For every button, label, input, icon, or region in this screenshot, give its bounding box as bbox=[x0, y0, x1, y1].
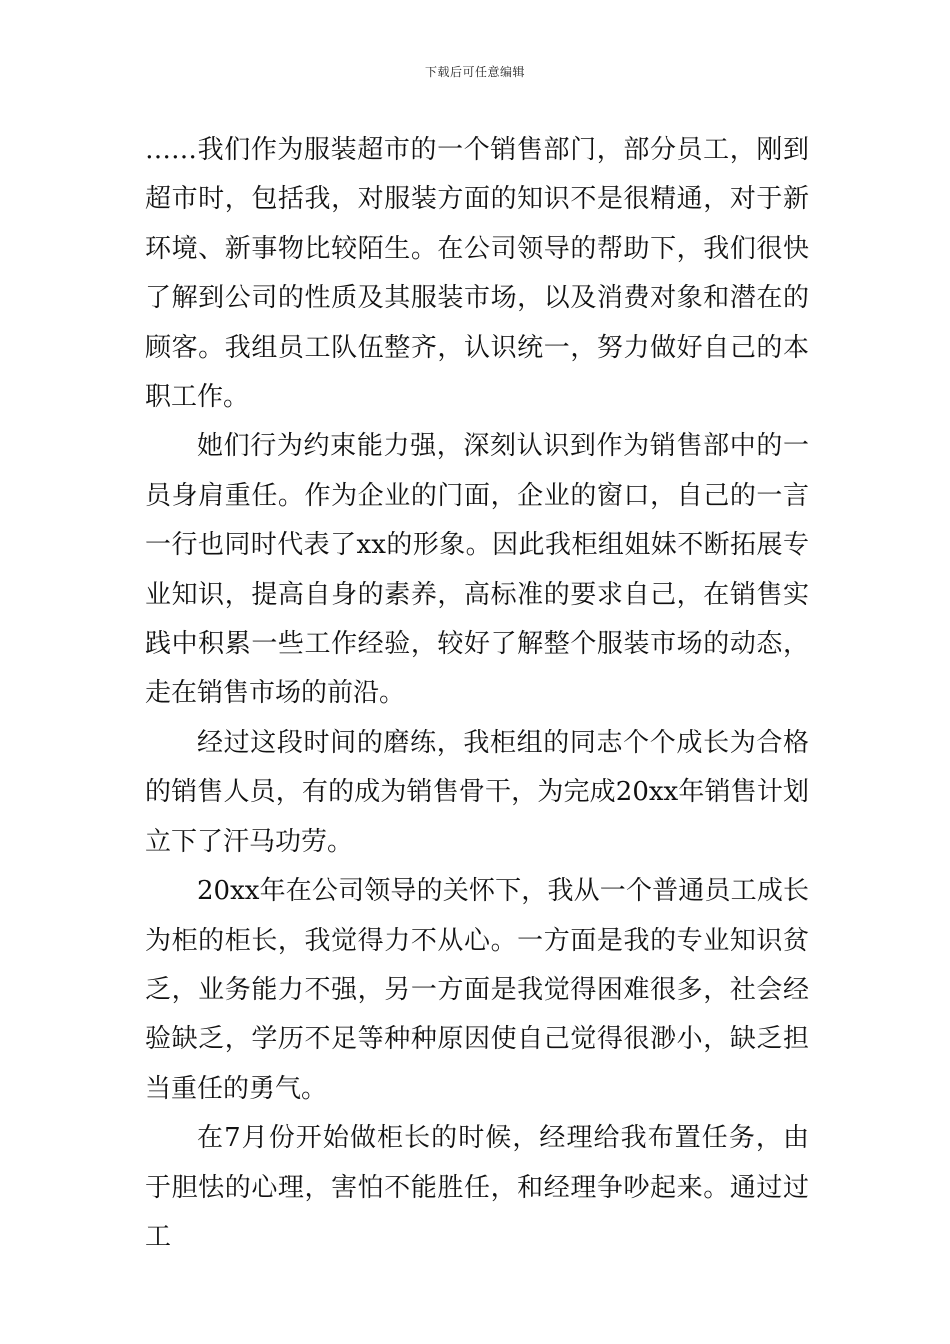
document-body bbox=[145, 126, 809, 1262]
paragraph: ……我们作为服装超市的一个销售部门，部分员工，刚到超市时，包括我，对服装方面的知识不是很精通，对于新环境、新事物比较陌生。在公司领导的帮助下，我们很快了解到公司的性质及其服装市场，以及消费对象和潜在的顾客。我组员工队伍整齐，认识统一，努力做好自己的本职工作。 bbox=[145, 135, 809, 413]
paragraph: 20xx年在公司领导的关怀下，我从一个普通员工成长为柜的柜长，我觉得力不从心。一方面是我的专业知识贫乏，业务能力不强，另一方面是我觉得困难很多，社会经验缺乏，学历不足等种种原因使自己觉得很渺小，缺乏担当重任的勇气。 bbox=[145, 876, 809, 1104]
paragraph: 在7月份开始做柜长的时候，经理给我布置任务，由于胆怯的心理，害怕不能胜任，和经理争吵起来。通过过工 bbox=[145, 1123, 809, 1252]
paragraph: 她们行为约束能力强，深刻认识到作为销售部中的一员身肩重任。作为企业的门面，企业的窗口，自己的一言一行也同时代表了xx的形象。因此我柜组姐妹不断拓展专业知识，提高自身的素养，高标准的要求自己，在销售实践中积累一些工作经验，较好了解整个服装市场的动态，走在销售市场的前沿。 bbox=[145, 431, 809, 709]
page-header: 下载后可任意编辑 bbox=[424, 65, 525, 79]
paragraph: 经过这段时间的磨练，我柜组的同志个个成长为合格的销售人员，有的成为销售骨干，为完成20xx年销售计划立下了汗马功劳。 bbox=[145, 727, 809, 857]
